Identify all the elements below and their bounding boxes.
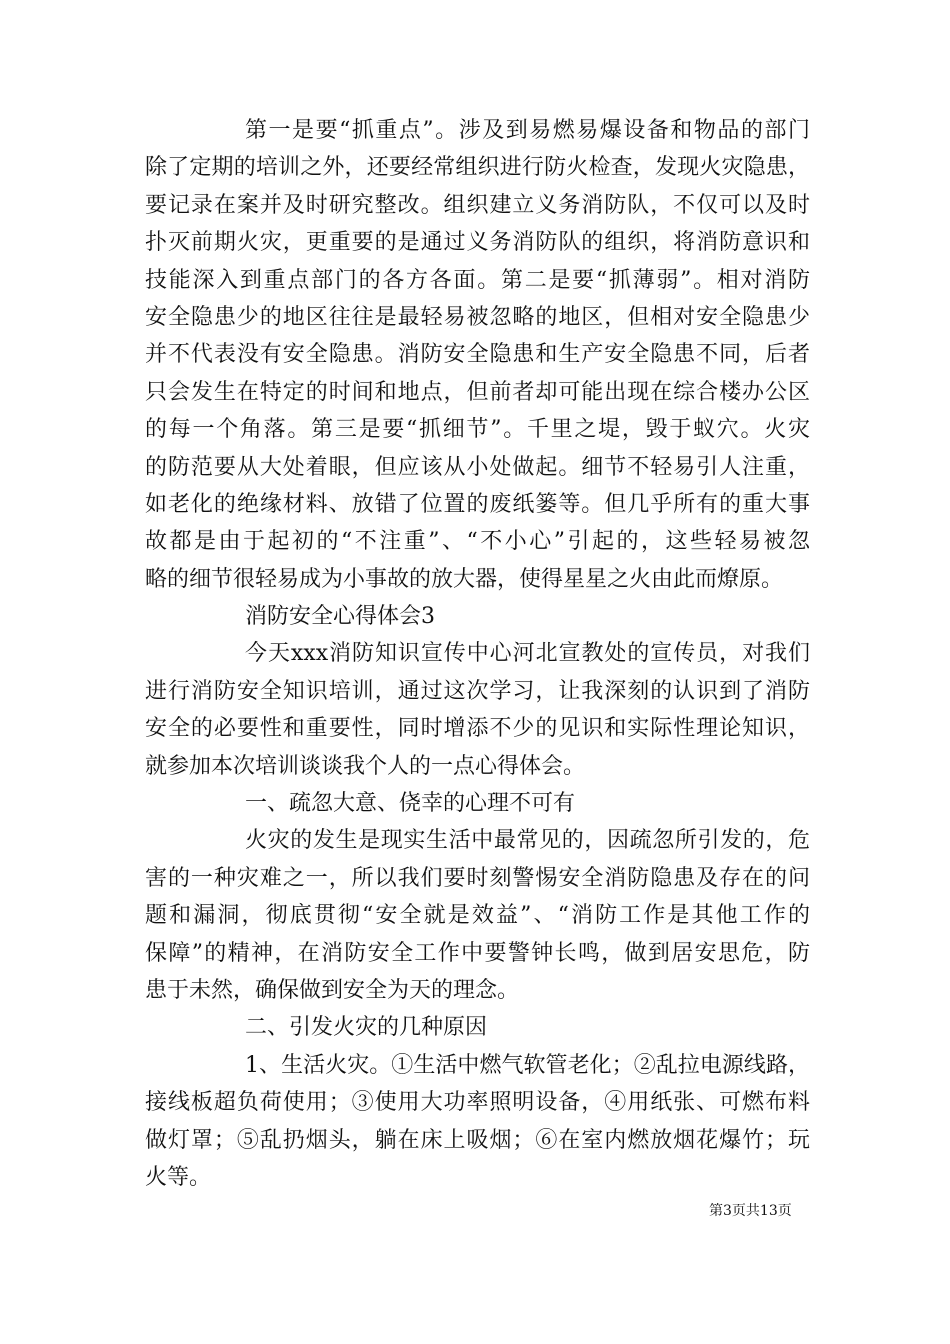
paragraph-line: 扑灭前期火灾，更重要的是通过义务消防队的组织，将消防意识和 [145,230,810,256]
paragraph-line: 并不代表没有安全隐患。消防安全隐患和生产安全隐患不同，后者 [145,342,810,368]
paragraph-line: 进行消防安全知识培训，通过这次学习，让我深刻的认识到了消防 [145,678,810,704]
paragraph-line: 如老化的绝缘材料、放错了位置的废纸篓等。但几乎所有的重大事 [145,491,810,517]
paragraph-line: 第一是要“抓重点”。涉及到易燃易爆设备和物品的部门 [245,118,810,143]
section-heading: 二、引发火灾的几种原因 [245,1015,488,1041]
paragraph-line: 火等。 [145,1164,212,1190]
paragraph-line: 患于未然，确保做到安全为天的理念。 [145,977,520,1003]
section-heading: 一、疏忽大意、侥幸的心理不可有 [245,791,576,817]
paragraph-line: 就参加本次培训谈谈我个人的一点心得体会。 [145,753,586,779]
page-number: 第3页共13页 [709,1203,792,1219]
paragraph-line: 害的一种灾难之一，所以我们要时刻警惕安全消防隐患及存在的问 [145,865,810,891]
paragraph-line: 故都是由于起初的“不注重”、“不小心”引起的，这些轻易被忽 [145,529,810,555]
paragraph-line: 的防范要从大处着眼，但应该从小处做起。细节不轻易引人注重， [145,454,810,480]
paragraph-line: 除了定期的培训之外，还要经常组织进行防火检查，发现火灾隐患， [145,155,810,181]
paragraph-line: 只会发生在特定的时间和地点，但前者却可能出现在综合楼办公区 [145,379,810,405]
paragraph-line: 安全的必要性和重要性，同时增添不少的见识和实际性理论知识， [145,716,810,742]
section-title: 消防安全心得体会3 [245,604,435,630]
paragraph-line: 做灯罩；⑤乱扔烟头，躺在床上吸烟；⑥在室内燃放烟花爆竹；玩 [145,1127,810,1153]
paragraph-line: 1、生活火灾。①生活中燃气软管老化；②乱拉电源线路， [245,1052,810,1078]
paragraph-line: 接线板超负荷使用；③使用大功率照明设备，④用纸张、可燃布料 [145,1090,810,1116]
paragraph-line: 题和漏洞，彻底贯彻“安全就是效益”、“消防工作是其他工作的 [145,903,810,929]
paragraph-line: 今天xxx消防知识宣传中心河北宣教处的宣传员，对我们 [245,641,810,667]
paragraph-line: 安全隐患少的地区往往是最轻易被忽略的地区，但相对安全隐患少 [145,304,810,330]
paragraph-line: 略的细节很轻易成为小事故的放大器，使得星星之火由此而燎原。 [145,566,784,592]
paragraph-line: 技能深入到重点部门的各方各面。第二是要“抓薄弱”。相对消防 [145,267,810,293]
paragraph-line: 要记录在案并及时研究整改。组织建立义务消防队，不仅可以及时 [145,192,810,218]
document-body [145,112,810,1196]
paragraph-line: 的每一个角落。第三是要“抓细节”。千里之堤，毁于蚁穴。火灾 [145,417,810,443]
paragraph-line: 火灾的发生是现实生活中最常见的，因疏忽所引发的，危 [245,828,810,854]
paragraph-line: 保障”的精神，在消防安全工作中要警钟长鸣，做到居安思危，防 [145,940,810,966]
